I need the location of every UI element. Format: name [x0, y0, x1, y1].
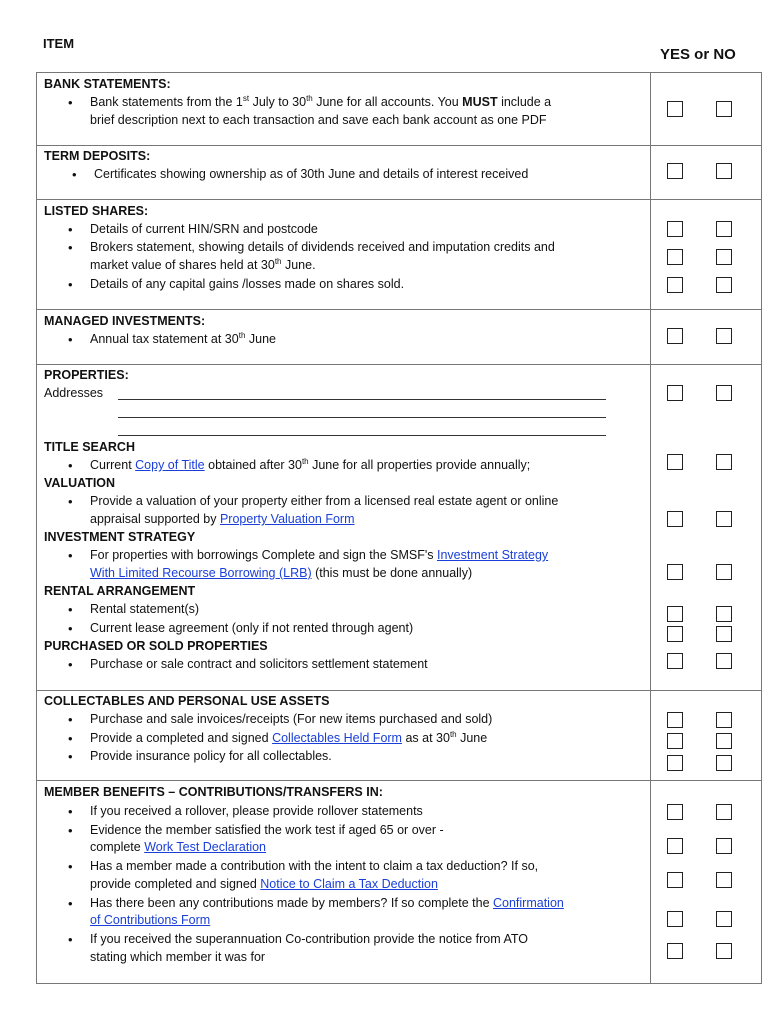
work-test-declaration-link[interactable]: Work Test Declaration — [144, 840, 267, 854]
collectables-title: COLLECTABLES AND PERSONAL USE ASSETS — [44, 694, 330, 708]
text: July to 30 — [249, 95, 307, 109]
collectables-invoices-item: • Purchase and sale invoices/receipts (For new items purchased and sold) — [90, 712, 492, 727]
ordinal-suffix: th — [306, 93, 313, 103]
tax-deduction-yes-checkbox[interactable] — [667, 872, 683, 888]
co-contribution-item: • If you received the superannuation Co-contribution provide the notice from ATO — [90, 932, 528, 947]
listed-shares-capital-gains-no-checkbox[interactable] — [716, 277, 732, 293]
text: Has there been any contributions made by members? If so complete the — [90, 896, 493, 910]
ordinal-suffix: th — [238, 330, 246, 340]
listed-shares-item-capital-gains: • Details of any capital gains /losses made on shares sold. — [90, 277, 404, 292]
valuation-item: • Provide a valuation of your property either from a licensed real estate agent or online — [90, 494, 558, 509]
text: (this must be done annually) — [311, 566, 473, 580]
lrb-link[interactable]: With Limited Recourse Borrowing (LRB) — [90, 566, 312, 580]
managed-investments-yes-checkbox[interactable] — [667, 328, 683, 344]
bank-statements-no-checkbox[interactable] — [716, 101, 732, 117]
managed-investments-no-checkbox[interactable] — [716, 328, 732, 344]
collectables-insurance-no-checkbox[interactable] — [716, 755, 732, 771]
contributions-no-checkbox[interactable] — [716, 911, 732, 927]
address-line-1[interactable] — [118, 399, 606, 400]
work-test-yes-checkbox[interactable] — [667, 838, 683, 854]
lease-agreement-no-checkbox[interactable] — [716, 626, 732, 642]
collectables-held-form-link[interactable]: Collectables Held Form — [272, 731, 402, 745]
title-search-no-checkbox[interactable] — [716, 454, 732, 470]
purchase-contract-yes-checkbox[interactable] — [667, 653, 683, 669]
title-search-yes-checkbox[interactable] — [667, 454, 683, 470]
tax-deduction-no-checkbox[interactable] — [716, 872, 732, 888]
bank-statements-title: BANK STATEMENTS: — [44, 77, 171, 91]
text: obtained after 30 — [204, 458, 302, 472]
tax-deduction-item-continued — [90, 877, 438, 891]
addresses-label: Addresses — [44, 386, 104, 400]
text: June. — [281, 258, 316, 272]
row-divider — [36, 780, 762, 781]
rental-arrangement-title: RENTAL ARRANGEMENT — [44, 584, 196, 598]
listed-shares-hin-no-checkbox[interactable] — [716, 221, 732, 237]
column-divider — [650, 72, 651, 984]
rollover-item: • If you received a rollover, please provide rollover statements — [90, 804, 423, 819]
collectables-insurance-yes-checkbox[interactable] — [667, 755, 683, 771]
investment-strategy-title: INVESTMENT STRATEGY — [44, 530, 196, 544]
text: market value of shares held at 30 — [90, 258, 275, 272]
text: June — [245, 332, 276, 346]
work-test-item: • Evidence the member satisfied the work test if aged 65 or over - — [90, 823, 444, 838]
rental-statement-no-checkbox[interactable] — [716, 606, 732, 622]
collectables-held-yes-checkbox[interactable] — [667, 733, 683, 749]
bank-statements-item — [90, 95, 551, 110]
listed-shares-hin-yes-checkbox[interactable] — [667, 221, 683, 237]
text: June — [456, 731, 488, 745]
text: include a — [497, 95, 552, 109]
valuation-yes-checkbox[interactable] — [667, 511, 683, 527]
rental-statement-item: • Rental statement(s) — [90, 602, 199, 617]
copy-of-title-link[interactable]: Copy of Title — [135, 458, 205, 472]
investment-strategy-yes-checkbox[interactable] — [667, 564, 683, 580]
collectables-invoices-yes-checkbox[interactable] — [667, 712, 683, 728]
term-deposits-no-checkbox[interactable] — [716, 163, 732, 179]
text: Bank statements from the 1 — [90, 95, 243, 109]
text: provide completed and signed — [90, 877, 261, 891]
text: appraisal supported by — [90, 512, 220, 526]
text: Provide a completed and signed — [90, 731, 273, 745]
text: as at 30 — [401, 731, 450, 745]
co-contribution-no-checkbox[interactable] — [716, 943, 732, 959]
title-search-title: TITLE SEARCH — [44, 440, 135, 454]
collectables-held-no-checkbox[interactable] — [716, 733, 732, 749]
listed-shares-item-brokers: • Brokers statement, showing details of dividends received and imputation credits and — [90, 240, 555, 255]
lease-agreement-yes-checkbox[interactable] — [667, 626, 683, 642]
listed-shares-brokers-no-checkbox[interactable] — [716, 249, 732, 265]
valuation-title: VALUATION — [44, 476, 116, 490]
valuation-item-continued — [90, 512, 355, 526]
work-test-no-checkbox[interactable] — [716, 838, 732, 854]
row-divider — [36, 309, 762, 310]
listed-shares-capital-gains-yes-checkbox[interactable] — [667, 277, 683, 293]
address-line-2[interactable] — [118, 417, 606, 418]
rollover-no-checkbox[interactable] — [716, 804, 732, 820]
properties-addresses-no-checkbox[interactable] — [716, 385, 732, 401]
contributions-yes-checkbox[interactable] — [667, 911, 683, 927]
investment-strategy-no-checkbox[interactable] — [716, 564, 732, 580]
valuation-no-checkbox[interactable] — [716, 511, 732, 527]
emphasis-must: MUST — [462, 95, 498, 109]
title-search-item — [90, 458, 530, 473]
row-divider — [36, 364, 762, 365]
properties-addresses-yes-checkbox[interactable] — [667, 385, 683, 401]
collectables-insurance-item: • Provide insurance policy for all collectables. — [90, 749, 332, 764]
rollover-yes-checkbox[interactable] — [667, 804, 683, 820]
collectables-invoices-no-checkbox[interactable] — [716, 712, 732, 728]
item-column-header: ITEM — [43, 36, 75, 51]
purchased-sold-title: PURCHASED OR SOLD PROPERTIES — [44, 639, 268, 653]
collectables-held-item — [90, 731, 487, 746]
address-line-3[interactable] — [118, 435, 606, 436]
listed-shares-title: LISTED SHARES: — [44, 204, 149, 218]
investment-strategy-item-continued — [90, 566, 472, 580]
text: Current — [90, 458, 136, 472]
term-deposits-title: TERM DEPOSITS: — [44, 149, 151, 163]
bank-statements-yes-checkbox[interactable] — [667, 101, 683, 117]
investment-strategy-link[interactable]: Investment Strategy — [436, 548, 549, 562]
row-divider — [36, 690, 762, 691]
text: June for all accounts. You — [312, 95, 463, 109]
managed-investments-item — [90, 332, 276, 347]
listed-shares-brokers-yes-checkbox[interactable] — [667, 249, 683, 265]
contributions-item-continued — [90, 913, 210, 927]
managed-investments-title: MANAGED INVESTMENTS: — [44, 314, 206, 328]
listed-shares-item-hin: • Details of current HIN/SRN and postcode — [90, 222, 318, 237]
member-benefits-title: MEMBER BENEFITS – CONTRIBUTIONS/TRANSFERS IN: — [44, 785, 383, 799]
text: June for all properties provide annually; — [308, 458, 531, 472]
ordinal-suffix: th — [274, 256, 282, 266]
term-deposits-yes-checkbox[interactable] — [667, 163, 683, 179]
rental-statement-yes-checkbox[interactable] — [667, 606, 683, 622]
text: Annual tax statement at 30 — [90, 332, 239, 346]
investment-strategy-item — [90, 548, 548, 563]
text: For properties with borrowings Complete and sign the SMSF's — [90, 548, 437, 562]
ordinal-suffix: th — [301, 456, 309, 466]
row-divider — [36, 199, 762, 200]
confirmation-link[interactable]: Confirmation — [493, 896, 564, 910]
properties-title: PROPERTIES: — [44, 368, 129, 382]
tax-deduction-item: • Has a member made a contribution with the intent to claim a tax deduction? If so, — [90, 859, 538, 874]
lease-agreement-item: • Current lease agreement (only if not rented through agent) — [90, 621, 413, 636]
contributions-item — [90, 896, 564, 911]
purchase-contract-no-checkbox[interactable] — [716, 653, 732, 669]
property-valuation-form-link[interactable]: Property Valuation Form — [219, 512, 355, 526]
notice-to-claim-link[interactable]: Notice to Claim a Tax Deduction — [260, 877, 438, 891]
ordinal-suffix: st — [242, 93, 250, 103]
co-contribution-item-continued: stating which member it was for — [90, 950, 266, 964]
contributions-form-link[interactable]: of Contributions Form — [90, 913, 211, 927]
co-contribution-yes-checkbox[interactable] — [667, 943, 683, 959]
text: complete — [90, 840, 145, 854]
ordinal-suffix: th — [449, 729, 457, 739]
purchase-contract-item: • Purchase or sale contract and solicitors settlement statement — [90, 657, 428, 672]
term-deposits-item: • Certificates showing ownership as of 30th June and details of interest received — [94, 167, 528, 182]
yes-no-column-header: YES or NO — [660, 46, 736, 63]
work-test-item-continued — [90, 840, 266, 854]
bank-statements-item-continued: brief description next to each transaction and save each bank account as one PDF — [90, 113, 547, 127]
listed-shares-item-brokers-continued — [90, 258, 316, 272]
row-divider — [36, 145, 762, 146]
